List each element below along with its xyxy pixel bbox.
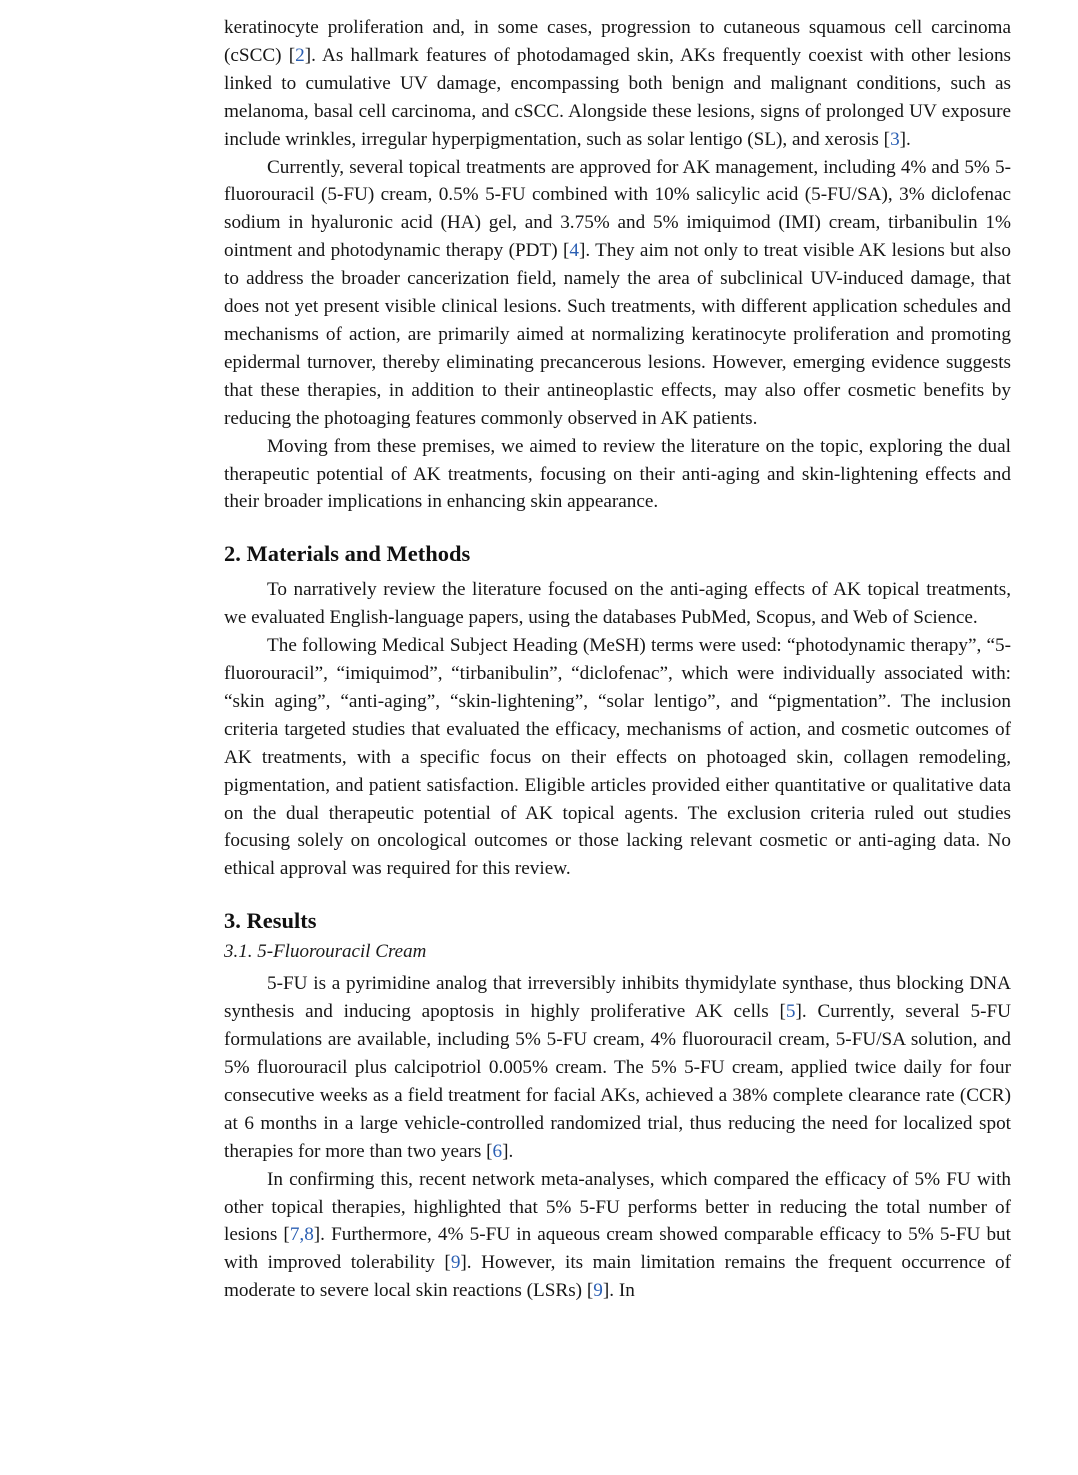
paragraph: The following Medical Subject Heading (MeSH) terms were used: “photodynamic therapy”, “5-fluorouracil”, “imiquimod”, “tirbanibulin”, “diclofenac”, which were individually associated with: “skin aging”, “anti-aging”, “skin-lightening”, “solar lentigo”, and “pigmentation”. The inclusion criteria targeted studies that evaluated the efficacy, mechanisms of action, and cosmetic outcomes of AK treatments, with a specific focus on their effects on photoaged skin, collagen remodeling, pigmentation, and patient satisfaction. Eligible articles provided either quantitative or qualitative data on the dual therapeutic potential of AK topical agents. The exclusion criteria ruled out studies focusing solely on oncological outcomes or those lacking relevant cosmetic or anti-aging data. No ethical approval was required for this review.: [224, 635, 1011, 880]
paragraph: [224, 14, 1011, 154]
citation-link[interactable]: 9: [450, 1252, 461, 1274]
section-heading-materials-methods: 2. Materials and Methods: [224, 541, 471, 567]
text-run: ]. Currently, several 5-FU formulations are available, including 5% 5-FU cream, 4% fluorouracil cream, 5-FU/SA solution, and 5% fluorouracil plus calcipotriol 0.005% cream. The 5% 5-FU cream, applied twice daily for four consecutive weeks as a field treatment for facial AKs, achieved a 38% complete clearance rate (CCR) at 6 months in a large vehicle-controlled randomized trial, thus reducing the need for localized spot therapies for more than two years [: [224, 1001, 1011, 1162]
citation-link[interactable]: 7,8: [289, 1224, 314, 1246]
citation-link[interactable]: 5: [785, 1001, 796, 1023]
paragraph: [224, 970, 1011, 1165]
citation-link[interactable]: 9: [593, 1280, 603, 1302]
text-run: ]. In: [602, 1280, 635, 1302]
text-run: keratinocyte proliferation and, in some cases, progression to cutaneous squamous cell carcinoma (cSCC) [: [224, 17, 1011, 66]
citation-link[interactable]: 3: [890, 128, 900, 150]
section-heading-results: 3. Results: [224, 908, 317, 934]
text-run: 5-FU is a pyrimidine analog that irreversibly inhibits thymidylate synthase, thus blocking DNA synthesis and inducing apoptosis in highly proliferative AK cells [: [224, 973, 1011, 1023]
citation-link[interactable]: 4: [569, 240, 579, 262]
text-run: ]. As hallmark features of photodamaged skin, AKs frequently coexist with other lesions linked to cumulative UV damage, encompassing both benign and malignant conditions, such as melanoma, basal cell carcinoma, and cSCC. Alongside these lesions, signs of prolonged UV exposure include wrinkles, irregular hyperpigmentation, such as solar lentigo (SL), and xerosis [: [224, 44, 1012, 150]
citation-link[interactable]: 6: [492, 1140, 503, 1162]
text-run: In confirming this, recent network meta-analyses, which compared the efficacy of 5% FU with other topical therapies, highlighted that 5% 5-FU performs better in reducing the total number of lesions [: [224, 1168, 1011, 1246]
text-run: ]. Furthermore, 4% 5-FU in aqueous cream showed comparable efficacy to 5% 5-FU but with improved tolerability [: [224, 1224, 1011, 1274]
paragraph: [224, 154, 1011, 433]
text-run: ]. However, its main limitation remains the frequent occurrence of moderate to severe local skin reactions (LSRs) [: [224, 1252, 1012, 1302]
paragraph: Moving from these premises, we aimed to review the literature on the topic, exploring the dual therapeutic potential of AK treatments, focusing on their anti-aging and skin-lightening effects and their broader implications in enhancing skin appearance.: [224, 435, 1011, 513]
text-run: Currently, several topical treatments are approved for AK management, including 4% and 5% 5-fluorouracil (5-FU) cream, 0.5% 5-FU combined with 10% salicylic acid (5-FU/SA), 3% diclofenac sodium in hyaluronic acid (HA) gel, and 3.75% and 5% imiquimod (IMI) cream, tirbanibulin 1% ointment and photodynamic therapy (PDT) [: [224, 156, 1011, 262]
document-page: [224, 14, 1011, 1305]
paragraph: To narratively review the literature focused on the anti-aging effects of AK topical treatments, we evaluated English-language papers, using the databases PubMed, Scopus, and Web of Science.: [224, 579, 1011, 629]
paragraph: [224, 1166, 1011, 1306]
text-run: ].: [899, 128, 911, 150]
text-run: ]. They aim not only to treat visible AK lesions but also to address the broader cancerization field, namely the area of subclinical UV-induced damage, that does not yet present visible clinical lesions. Such treatments, with different application schedules and mechanisms of action, are primarily aimed at normalizing keratinocyte proliferation and promoting epidermal turnover, thereby eliminating precancerous lesions. However, emerging evidence suggests that these therapies, in addition to their antineoplastic effects, may also offer cosmetic benefits by reducing the photoaging features commonly observed in AK patients.: [224, 240, 1011, 429]
citation-link[interactable]: 2: [295, 44, 305, 66]
subsection-heading-fluorouracil: 3.1. 5-Fluorouracil Cream: [224, 941, 427, 963]
text-run: ].: [502, 1140, 514, 1162]
